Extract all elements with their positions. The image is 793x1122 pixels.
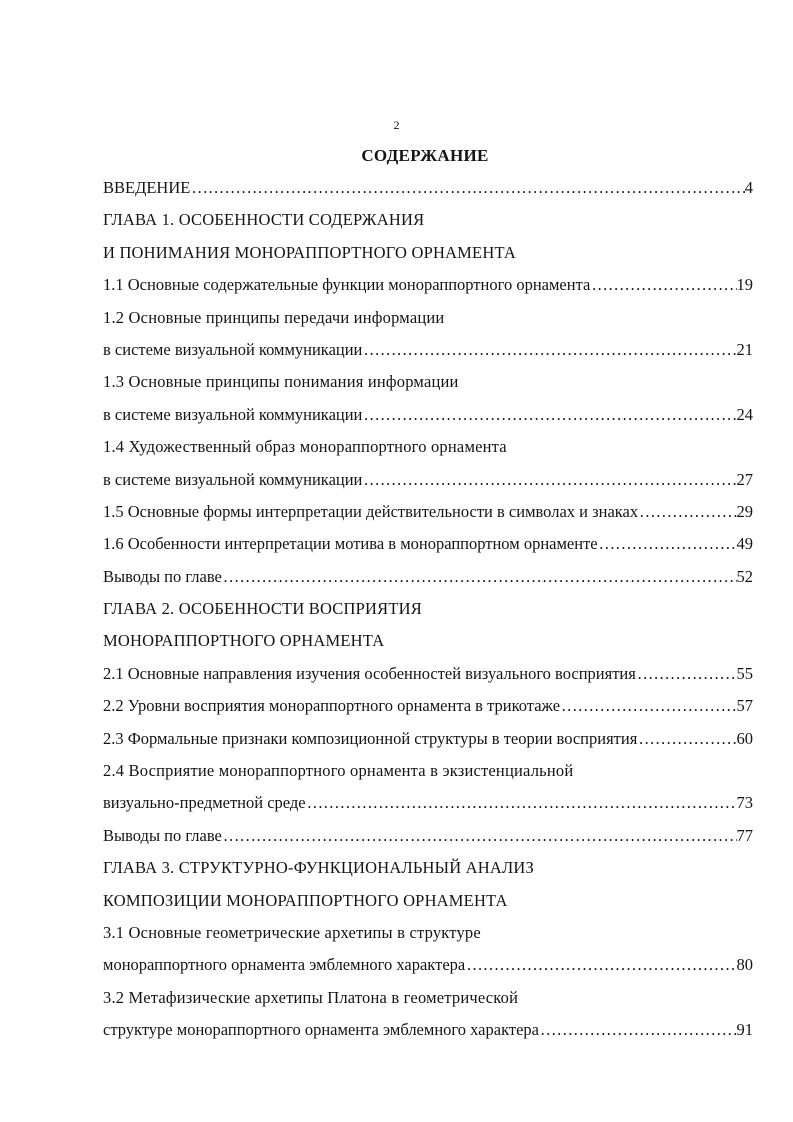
toc-entry bbox=[103, 528, 753, 560]
toc-entry-text: И ПОНИМАНИЯ МОНОРАППОРТНОГО ОРНАМЕНТА bbox=[103, 242, 517, 262]
toc-entry bbox=[103, 723, 753, 755]
toc-heading-line bbox=[103, 431, 753, 463]
toc-page-number: 55 bbox=[736, 663, 753, 683]
toc-entry-text: КОМПОЗИЦИИ МОНОРАППОРТНОГО ОРНАМЕНТА bbox=[103, 890, 508, 910]
toc-heading-line bbox=[103, 982, 753, 1014]
dot-leader bbox=[222, 561, 737, 593]
dot-leader bbox=[636, 658, 737, 690]
dot-leader bbox=[306, 787, 737, 819]
page-number: 2 bbox=[393, 118, 400, 132]
toc-entry-text: 1.6 Особенности интерпретации мотива в монораппортном орнаменте bbox=[103, 534, 598, 554]
toc-entry bbox=[103, 269, 753, 301]
dot-leader bbox=[465, 949, 736, 981]
toc-page-number: 4 bbox=[744, 178, 753, 197]
toc-page-number: 91 bbox=[736, 1020, 753, 1040]
toc-heading-line bbox=[103, 237, 753, 269]
toc-heading-line bbox=[103, 204, 753, 236]
toc-page-number: 49 bbox=[736, 534, 753, 554]
toc-page-number: 24 bbox=[736, 404, 753, 424]
toc-page-number: 77 bbox=[736, 825, 753, 845]
toc-entry-text: 3.1 Основные геометрические архетипы в структуре bbox=[103, 922, 481, 942]
toc-entry-text: МОНОРАППОРТНОГО ОРНАМЕНТА bbox=[103, 631, 385, 651]
toc-entry-text: 2.1 Основные направления изучения особенностей визуального восприятия bbox=[103, 663, 636, 683]
toc-entry bbox=[103, 787, 753, 819]
toc-title: СОДЕРЖАНИЕ bbox=[361, 146, 489, 165]
toc-entry-text: в системе визуальной коммуникации bbox=[103, 469, 363, 489]
toc-entry-text: 3.2 Метафизические архетипы Платона в геометрической bbox=[103, 987, 519, 1007]
toc-entry-text: ГЛАВА 3. СТРУКТУРНО-ФУНКЦИОНАЛЬНЫЙ АНАЛИЗ bbox=[103, 858, 535, 878]
toc-entry bbox=[103, 172, 753, 204]
dot-leader bbox=[638, 496, 736, 528]
toc-heading-line bbox=[103, 625, 753, 657]
toc-heading-line bbox=[103, 917, 753, 949]
dot-leader bbox=[598, 528, 737, 560]
toc-page-number: 52 bbox=[736, 566, 753, 586]
toc-entry bbox=[103, 334, 753, 366]
toc-entry bbox=[103, 496, 753, 528]
dot-leader bbox=[362, 399, 736, 431]
toc-page-number: 19 bbox=[736, 275, 753, 295]
toc-entry-text: 2.4 Восприятие монораппортного орнамента в экзистенциальной bbox=[103, 761, 574, 781]
toc-entry-text: 1.5 Основные формы интерпретации действительности в символах и знаках bbox=[103, 501, 639, 521]
dot-leader bbox=[560, 690, 736, 722]
toc-entry-text: в системе визуальной коммуникации bbox=[103, 404, 363, 424]
toc-entry-text: ГЛАВА 1. ОСОБЕННОСТИ СОДЕРЖАНИЯ bbox=[103, 210, 425, 230]
toc-entry bbox=[103, 464, 753, 496]
dot-leader bbox=[539, 1014, 737, 1046]
dot-leader bbox=[222, 820, 737, 852]
toc-heading-line bbox=[103, 302, 753, 334]
toc-heading-line bbox=[103, 885, 753, 917]
toc-entry bbox=[103, 399, 753, 431]
toc-entry bbox=[103, 820, 753, 852]
toc-entry bbox=[103, 949, 753, 981]
dot-leader bbox=[590, 269, 736, 301]
toc-heading-line bbox=[103, 755, 753, 787]
toc-page-number: 73 bbox=[736, 793, 753, 813]
toc-entry-text: ГЛАВА 2. ОСОБЕННОСТИ ВОСПРИЯТИЯ bbox=[103, 599, 422, 619]
toc-entry-text: 1.4 Художественный образ монораппортного орнамента bbox=[103, 437, 507, 457]
toc-heading-line bbox=[103, 852, 753, 884]
toc-heading-line bbox=[103, 366, 753, 398]
toc-entry-text: структуре монораппортного орнамента эмблемного характера bbox=[103, 1020, 539, 1040]
toc-heading-line bbox=[103, 593, 753, 625]
toc-entry bbox=[103, 658, 753, 690]
toc-entry-text: 1.2 Основные принципы передачи информации bbox=[103, 307, 445, 327]
toc-entry bbox=[103, 561, 753, 593]
toc-entry-text: в системе визуальной коммуникации bbox=[103, 339, 363, 359]
dot-leader bbox=[362, 334, 736, 366]
toc-page-number: 29 bbox=[736, 501, 753, 521]
toc-entry-text: 2.2 Уровни восприятия монораппортного орнамента в трикотаже bbox=[103, 696, 561, 716]
toc-entry-text: 2.3 Формальные признаки композиционной структуры в теории восприятия bbox=[103, 728, 638, 748]
toc-page-number: 80 bbox=[736, 955, 753, 975]
toc-entry-text: монораппортного орнамента эмблемного характера bbox=[103, 955, 466, 975]
toc-page-number: 60 bbox=[736, 728, 753, 748]
toc-entry-text: 1.3 Основные принципы понимания информации bbox=[103, 372, 459, 392]
toc-entry-text: ВВЕДЕНИЕ bbox=[103, 178, 191, 197]
dot-leader bbox=[190, 172, 744, 204]
dot-leader bbox=[637, 723, 736, 755]
toc-entry-text: 1.1 Основные содержательные функции монораппортного орнамента bbox=[103, 275, 591, 295]
toc-page-number: 57 bbox=[736, 696, 753, 716]
dot-leader bbox=[362, 464, 736, 496]
toc-page-number: 27 bbox=[736, 469, 753, 489]
toc-entry-text: Выводы по главе bbox=[103, 825, 222, 845]
table-of-contents bbox=[103, 172, 753, 1047]
toc-entry-text: визуально-предметной среде bbox=[103, 793, 306, 813]
toc-entry bbox=[103, 690, 753, 722]
toc-entry bbox=[103, 1014, 753, 1046]
toc-entry-text: Выводы по главе bbox=[103, 566, 222, 586]
toc-page-number: 21 bbox=[736, 339, 753, 359]
